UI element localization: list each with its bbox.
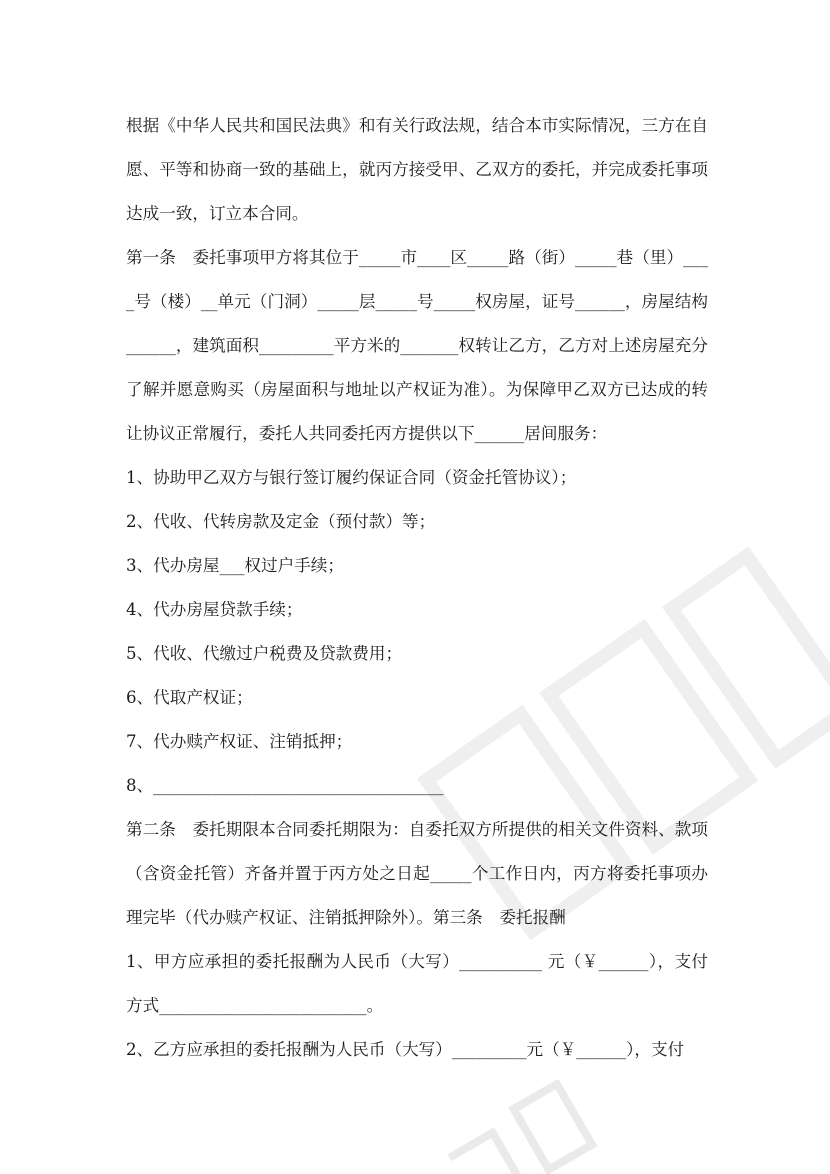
fee-clause-party-a: 1、甲方应承担的委托报酬为人民币（大写）__________ 元（￥______），支付方式_________________________。 — [126, 952, 708, 1015]
service-item-6: 6、代取产权证； — [126, 688, 253, 707]
service-item-1: 1、协助甲乙双方与银行签订履约保证合同（资金托管协议）； — [126, 468, 577, 487]
fee-clause-party-b: 2、乙方应承担的委托报酬为人民币（大写）_________元（￥______），支付 — [126, 1040, 685, 1059]
contract-body — [126, 104, 708, 1072]
service-item-2: 2、代收、代转房款及定金（预付款）等； — [126, 512, 436, 531]
service-item-3: 3、代办房屋___权过户手续； — [126, 556, 344, 575]
watermark-fragment — [430, 1080, 610, 1174]
article-2-term: 第二条 委托期限本合同委托期限为：自委托双方所提供的相关文件资料、款项（含资金托管）齐备并置于丙方处之日起_____个工作日内，丙方将委托事项办理完毕（代办赎产权证、注销抵押除外）。第三条 委托报酬 — [126, 820, 708, 927]
service-item-4: 4、代办房屋贷款手续； — [126, 600, 303, 619]
service-item-5: 5、代收、代缴过户税费及贷款费用； — [126, 644, 403, 663]
preamble-paragraph: 根据《中华人民共和国民法典》和有关行政法规，结合本市实际情况，三方在自愿、平等和协商一致的基础上，就丙方接受甲、乙双方的委托，并完成委托事项达成一致，订立本合同。 — [126, 116, 708, 223]
service-item-7: 7、代办赎产权证、注销抵押； — [126, 732, 353, 751]
article-1-entrusted-matters: 第一条 委托事项甲方将其位于_____市____区_____路（街）_____巷（里）____号（楼）__单元（门洞）_____层_____号_____权房屋，证号______，房屋结构______，建筑面积_________平方米的_______权转让乙方，乙方对上述房屋充分了解并愿意购买（房屋面积与地址以产权证为准）。为保障甲乙双方已达成的转让协议正常履行，委托人共同委托丙方提供以下______居间服务： — [126, 248, 708, 443]
service-item-8: 8、___________________________________ — [126, 776, 444, 795]
